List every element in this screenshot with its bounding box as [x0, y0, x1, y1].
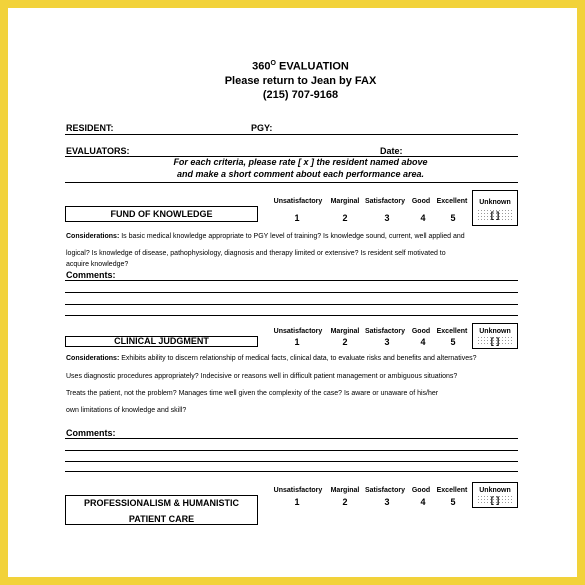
pgy-label: PGY: [251, 123, 273, 133]
comments-label: Comments: [66, 428, 116, 438]
evaluators-label: EVALUATORS: [66, 146, 130, 156]
rating-4[interactable]: 4 [420, 337, 426, 347]
rating-3[interactable]: 3 [384, 337, 390, 347]
form-title: $360^O$ EVALUATION [252, 60, 349, 73]
considerations-text: Considerations: Exhibits ability to discern relationship of medical facts, clinical data, to evaluate risks and benefits and alternatives? [66, 355, 477, 362]
instructions-line2: and make a short comment about each performance area. [176, 169, 425, 179]
rating-2[interactable]: 2 [342, 337, 348, 347]
section-title-line1: PROFESSIONALISM & HUMANISTIC [83, 498, 239, 508]
rating-1[interactable]: 1 [294, 213, 300, 223]
rating-4[interactable]: 4 [420, 213, 426, 223]
considerations-text: Considerations: Is basic medical knowledge appropriate to PGY level of training? Is knowledge sound, current, well applied and [66, 233, 465, 240]
unknown-checkbox[interactable]: [ ] [477, 495, 513, 505]
comment-line[interactable] [65, 450, 518, 451]
comment-line[interactable] [65, 438, 518, 439]
section-title-line2: PATIENT CARE [128, 514, 195, 524]
rating-label-unsatisfactory: Unsatisfactory [273, 198, 323, 205]
rating-label-excellent: Excellent [436, 487, 468, 494]
fax-number: (215) 707-9168 [262, 89, 339, 101]
rating-3[interactable]: 3 [384, 213, 390, 223]
considerations-text: Treats the patient, not the problem? Manages time well given the complexity of the case? Is aware or unaware of his/her [66, 390, 439, 397]
rating-label-satisfactory: Satisfactory [364, 198, 406, 205]
rating-3[interactable]: 3 [384, 497, 390, 507]
section-title-clinical-judgment: CLINICAL JUDGMENT [65, 336, 258, 347]
comment-line[interactable] [65, 461, 518, 462]
rating-label-marginal: Marginal [330, 487, 360, 494]
rating-label-unsatisfactory: Unsatisfactory [273, 487, 323, 494]
section-title-fund-of-knowledge: FUND OF KNOWLEDGE [65, 206, 258, 222]
unknown-label: Unknown [479, 487, 511, 494]
considerations-text: own limitations of knowledge and skill? [66, 407, 187, 414]
instructions-line1: For each criteria, please rate [ x ] the resident named above [173, 157, 428, 167]
rating-label-good: Good [411, 328, 431, 335]
comment-line[interactable] [65, 292, 518, 293]
rating-2[interactable]: 2 [342, 213, 348, 223]
rating-label-marginal: Marginal [330, 328, 360, 335]
resident-label: RESIDENT: [66, 123, 114, 133]
rating-5[interactable]: 5 [450, 213, 456, 223]
considerations-text: Uses diagnostic procedures appropriately? Indecisive or reasons well in difficult patient management or ambiguous situations? [66, 373, 458, 380]
considerations-text: acquire knowledge? [66, 261, 129, 268]
return-instruction: Please return to Jean by FAX [224, 75, 377, 87]
rating-label-good: Good [411, 487, 431, 494]
unknown-checkbox[interactable]: [ ] [477, 209, 513, 221]
date-label: Date: [380, 146, 403, 156]
rating-4[interactable]: 4 [420, 497, 426, 507]
comment-line[interactable] [65, 280, 518, 281]
unknown-label: Unknown [479, 199, 511, 206]
rating-5[interactable]: 5 [450, 497, 456, 507]
unknown-checkbox[interactable]: [ ] [477, 336, 513, 346]
unknown-label: Unknown [479, 328, 511, 335]
comment-line[interactable] [65, 315, 518, 316]
considerations-text: logical? Is knowledge of disease, pathophysiology, diagnosis and therapy limited or extensive? Is resident self motivated to [66, 250, 446, 257]
section-title-professionalism [65, 495, 258, 525]
rating-label-satisfactory: Satisfactory [364, 328, 406, 335]
rating-label-marginal: Marginal [330, 198, 360, 205]
rating-label-unsatisfactory: Unsatisfactory [273, 328, 323, 335]
rating-label-excellent: Excellent [436, 328, 468, 335]
comment-line[interactable] [65, 304, 518, 305]
rating-label-satisfactory: Satisfactory [364, 487, 406, 494]
rating-label-excellent: Excellent [436, 198, 468, 205]
rating-label-good: Good [411, 198, 431, 205]
comment-line[interactable] [65, 471, 518, 472]
resident-line[interactable] [65, 134, 518, 135]
evaluation-form [8, 8, 577, 577]
unknown-box[interactable] [472, 482, 518, 508]
unknown-box[interactable] [472, 190, 518, 226]
comments-label: Comments: [66, 270, 116, 280]
rating-5[interactable]: 5 [450, 337, 456, 347]
rating-1[interactable]: 1 [294, 497, 300, 507]
rating-2[interactable]: 2 [342, 497, 348, 507]
separator [65, 182, 518, 183]
rating-1[interactable]: 1 [294, 337, 300, 347]
unknown-box[interactable] [472, 323, 518, 349]
